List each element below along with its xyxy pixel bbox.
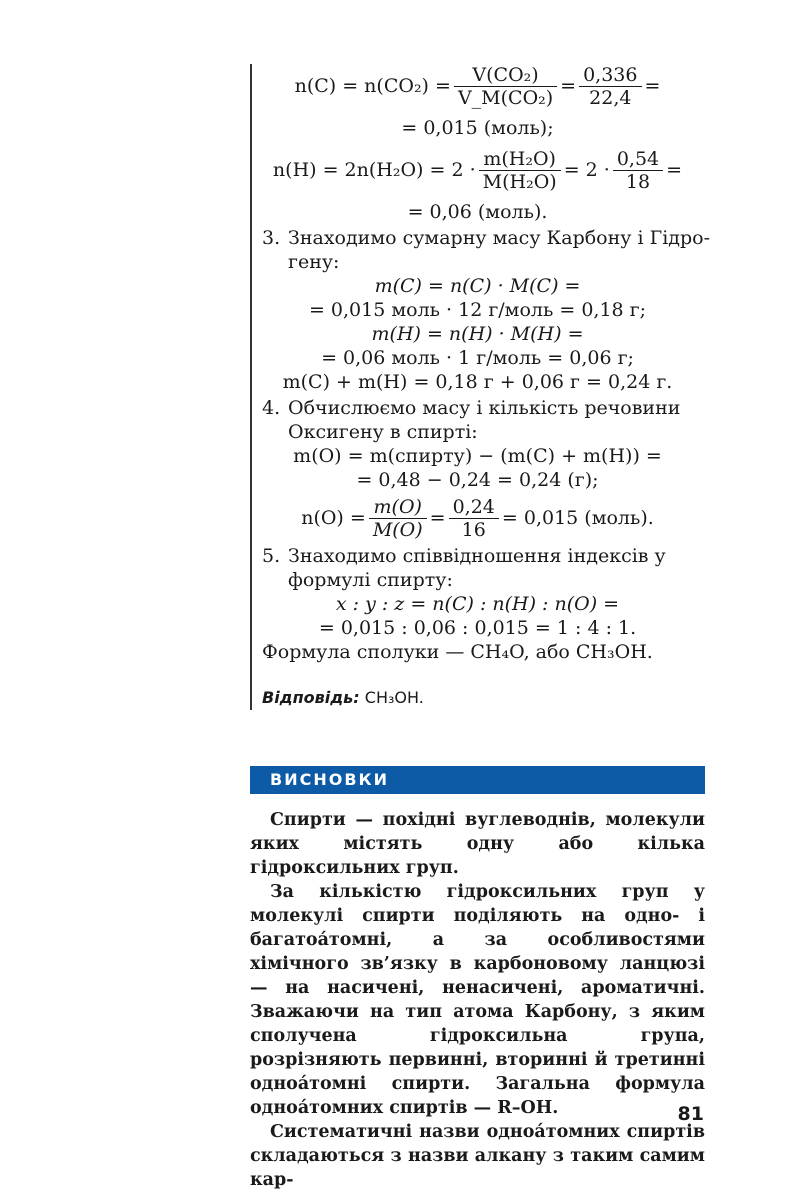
step-4-text: Обчислюємо масу і кількість речовини [288, 397, 681, 419]
answer-label: Відповідь: [262, 688, 360, 707]
fraction: $\frac{m(O)}{M(O)}$ [369, 496, 427, 541]
page-number: 81 [677, 1103, 704, 1125]
answer [262, 686, 424, 710]
step-3-line: m(H) = n(H) · M(H) = [371, 323, 584, 345]
step-3-number: 3. [262, 227, 281, 249]
step-3-line: m(C) = n(C) · M(C) = [374, 275, 581, 297]
fraction: $\frac{0,336}{22,4}$ [579, 64, 641, 109]
step-3-line: = 0,06 моль · 1 г/моль = 0,06 г; [321, 347, 634, 369]
step-5-number: 5. [262, 545, 281, 567]
conclusion-paragraph: За кількістю гідроксильних груп у молекулі спирти поділяють на одно- і багатоáтомні, а за особливостями хімічного зв’язку в карбоновому ланцюзі — на насичені, ненасичені, ароматичні. Зважаючи на тип атома Карбону, з яким сполучена гідроксильна група, розрізняють первинні, вторинні й третинні одноáтомні спирти. Загальна формула одноáтомних спиртів — R–OH. [250, 882, 705, 1118]
answer-value: CH₃OH. [364, 688, 424, 707]
step-3-text-cont: гену: [288, 251, 340, 273]
conclusion-paragraph: Спирти — похідні вуглеводнів, молекули яких містять одну або кілька гідроксильних груп. [250, 810, 705, 878]
step-3-line: m(C) + m(H) = 0,18 г + 0,06 г = 0,24 г. [282, 371, 673, 393]
step-5-line: x : y : z = n(C) : n(H) : n(O) = [335, 593, 620, 615]
fraction: $\frac{\text{V(CO₂)}}{\text{V\_M(CO₂)}}$ [454, 64, 557, 109]
fraction: $\frac{0,24}{16}$ [449, 496, 499, 541]
formula-line: Формула сполуки — CH₄O, або CH₃OH. [262, 641, 653, 663]
conclusions-text [250, 808, 705, 1192]
equation-nH-result: = 0,06 (моль). [407, 201, 548, 223]
equation-nC: n(C) = n(CO₂) = $\frac{\text{V(CO₂)}}{\text{V\_M(CO₂)}}$ = $\frac{0,336}{22,4}$ = [294, 63, 661, 109]
step-3-line: = 0,015 моль · 12 г/моль = 0,18 г; [308, 299, 647, 321]
fraction: $\frac{0,54}{18}$ [613, 148, 663, 193]
equation-nH: n(H) = 2n(H₂O) = 2 · $\frac{\text{m(H₂O)}}{\text{M(H₂O)}}$ = 2 · $\frac{0,54}{18}$ = [272, 147, 683, 193]
step-3-text: Знаходимо сумарну масу Карбону і Гідро- [288, 227, 710, 249]
fraction: $\frac{\text{m(H₂O)}}{\text{M(H₂O)}}$ [479, 148, 561, 193]
equation-nO: n(O) = $\frac{m(O)}{M(O)}$ = $\frac{0,24}{16}$ = 0,015 (моль). [301, 495, 654, 541]
eq-lhs: n(C) = n(CO₂) = [294, 75, 451, 97]
equation-nC-result: = 0,015 (моль); [401, 117, 554, 139]
step-5-text: Знаходимо співвідношення індексів у [288, 545, 666, 567]
step-4-number: 4. [262, 397, 281, 419]
step-4-line: m(O) = m(спирту) − (m(C) + m(H)) = [293, 445, 662, 467]
step-5-line: = 0,015 : 0,06 : 0,015 = 1 : 4 : 1. [318, 617, 637, 639]
step-5-text-cont: формулі спирту: [288, 569, 453, 591]
conclusions-header: ВИСНОВКИ [250, 766, 705, 794]
conclusion-paragraph: Систематичні назви одноáтомних спиртів складаються з назви алкану з таким самим кар- [250, 1122, 705, 1190]
step-4-line: = 0,48 − 0,24 = 0,24 (г); [356, 469, 599, 491]
step-4-text-cont: Оксигену в спирті: [288, 421, 478, 443]
